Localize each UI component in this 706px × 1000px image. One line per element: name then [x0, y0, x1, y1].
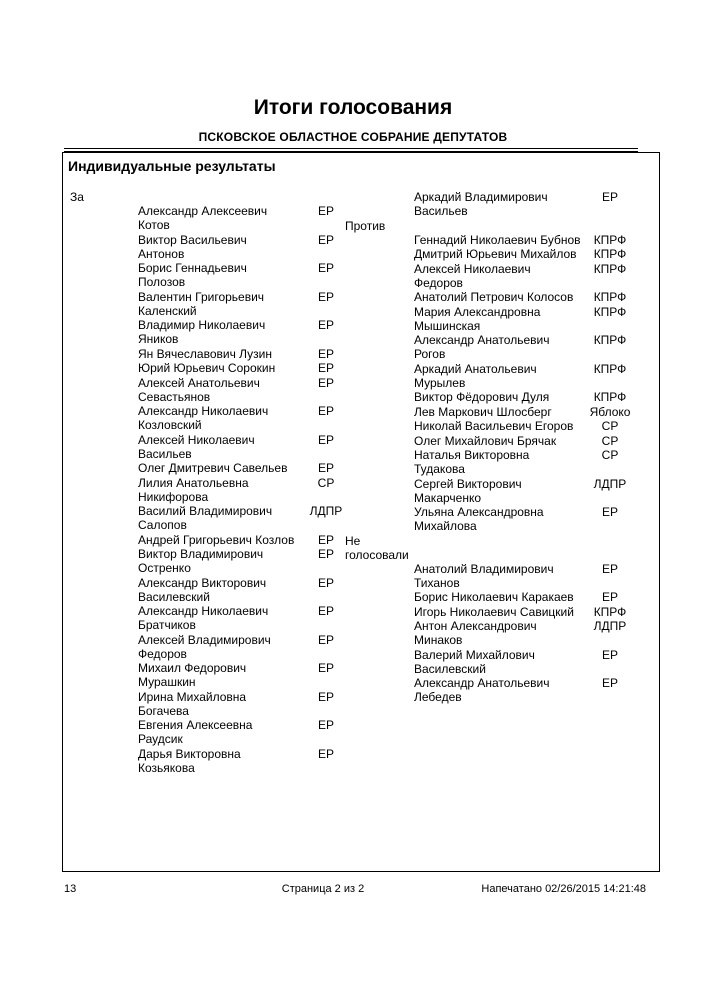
- party-label: ЕР: [317, 661, 334, 675]
- section-title: Индивидуальные результаты: [68, 158, 276, 174]
- deputy-name: Николай Васильевич Егоров: [414, 419, 574, 433]
- deputy-name: Анатолий Владимирович Тиханов: [414, 561, 554, 590]
- party-label: КПРФ: [593, 232, 627, 247]
- deputy-entry: [414, 648, 652, 676]
- deputy-name: Валерий Михайлович Василевский: [414, 647, 535, 676]
- party-label: ЕР: [601, 561, 618, 576]
- deputy-name: Василий Владимирович Салопов: [138, 504, 273, 532]
- deputy-entry: [414, 305, 652, 333]
- deputy-name: Андрей Григорьевич Козлов: [138, 532, 295, 547]
- deputy-entry: [414, 333, 652, 361]
- party-label: ЕР: [317, 689, 334, 704]
- deputy-entry: [414, 262, 652, 290]
- deputy-entry: [414, 448, 652, 476]
- left-column: [62, 190, 362, 775]
- party-label: СР: [601, 419, 619, 433]
- party-label: СР: [317, 475, 335, 490]
- deputy-entry: [138, 204, 362, 232]
- deputy-name: Сергей Викторович Макарченко: [414, 476, 522, 505]
- deputy-entry: [414, 290, 652, 304]
- party-label: ЛДПР: [309, 504, 343, 518]
- party-label: ЕР: [317, 361, 334, 375]
- deputy-entry: [414, 390, 652, 404]
- deputy-entry: [138, 433, 362, 461]
- party-label: СР: [601, 448, 619, 462]
- deputy-entry: [138, 290, 362, 318]
- party-label: ЕР: [317, 204, 334, 218]
- deputy-entry: [138, 476, 362, 504]
- party-label: ЛДПР: [593, 619, 627, 633]
- deputy-entry: [138, 261, 362, 289]
- deputy-name: Борис Геннадьевич Полозов: [138, 261, 247, 289]
- deputy-name: Юрий Юрьевич Сорокин: [138, 361, 276, 375]
- party-label: КПРФ: [593, 333, 627, 347]
- deputy-name: Виктор Владимирович Остренко: [138, 547, 264, 575]
- deputy-name: Борис Николаевич Каракаев: [414, 590, 574, 604]
- deputy-entry: [138, 747, 362, 775]
- party-label: ЕР: [317, 532, 334, 547]
- deputy-name: Аркадий Анатольевич Мурылев: [414, 361, 537, 390]
- deputy-entry: [414, 676, 652, 704]
- party-label: КПРФ: [593, 390, 627, 404]
- deputy-name: Игорь Николаевич Савицкий: [414, 604, 574, 619]
- deputy-entry: [414, 362, 652, 390]
- deputy-entry: [414, 477, 652, 505]
- party-label: ЕР: [317, 375, 334, 390]
- deputy-entry: [138, 233, 362, 261]
- deputy-entry: [414, 247, 652, 261]
- party-label: ЕР: [601, 647, 618, 662]
- right-column: [342, 190, 652, 705]
- deputy-name: Александр Николаевич Козловский: [138, 404, 269, 432]
- party-label: ЕР: [317, 632, 334, 647]
- deputy-name: Олег Михайлович Брячак: [414, 433, 557, 448]
- deputy-name: Александр Викторович Василевский: [138, 575, 267, 604]
- deputy-entry: [138, 718, 362, 746]
- deputy-name: Алексей Владимирович Федоров: [138, 632, 271, 661]
- party-label: ЕР: [317, 746, 334, 761]
- deputy-entry: [414, 562, 652, 590]
- deputy-name: Алексей Николаевич Васильев: [138, 432, 255, 461]
- party-label: ЕР: [317, 547, 334, 561]
- party-label: Яблоко: [589, 404, 631, 419]
- party-label: ЕР: [601, 590, 618, 604]
- deputy-name: Наталья Викторовна Тудакова: [414, 448, 530, 476]
- group-ne-golosovali-list: [342, 562, 652, 705]
- label-line-2: голосовали: [345, 547, 409, 562]
- deputy-name: Лилия Анатольевна Никифорова: [138, 475, 249, 504]
- group-za-continued: [342, 190, 652, 218]
- deputy-entry: [138, 576, 362, 604]
- page-counter: Страница 2 из 2: [281, 883, 365, 895]
- print-timestamp: Напечатано 02/26/2015 14:21:48: [481, 883, 646, 895]
- party-label: ЕР: [317, 318, 334, 332]
- deputy-entry: [138, 604, 362, 632]
- deputy-name: Ирина Михайловна Богачева: [138, 689, 247, 718]
- deputy-name: Дарья Викторовна Козьякова: [138, 746, 241, 775]
- party-label: ЕР: [601, 676, 618, 690]
- deputy-entry: [138, 376, 362, 404]
- deputy-entry: [138, 504, 362, 532]
- deputy-name: Валентин Григорьевич Каленский: [138, 289, 265, 318]
- deputy-name: Алексей Анатольевич Севастьянов: [138, 375, 260, 404]
- party-label: ЕР: [317, 289, 334, 304]
- deputy-name: Дмитрий Юрьевич Михайлов: [414, 247, 577, 261]
- group-label-protiv: Против: [345, 218, 386, 233]
- deputy-entry: [414, 434, 652, 448]
- deputy-name: Виктор Фёдорович Дуля: [414, 390, 550, 404]
- deputy-entry: [138, 361, 362, 375]
- deputy-entry: [414, 405, 652, 419]
- page-number: 13: [64, 883, 77, 895]
- party-label: КПРФ: [593, 304, 627, 319]
- deputy-name: Ян Вячеславович Лузин: [138, 346, 273, 361]
- party-label: ЕР: [317, 718, 334, 732]
- deputy-entry: [138, 633, 362, 661]
- party-label: КПРФ: [593, 261, 627, 276]
- deputy-name: Владимир Николаевич Яников: [138, 318, 266, 346]
- party-label: ЕР: [317, 261, 334, 275]
- divider-line: [64, 148, 638, 149]
- organization-name: ПСКОВСКОЕ ОБЛАСТНОЕ СОБРАНИЕ ДЕПУТАТОВ: [198, 130, 508, 144]
- deputy-name: Геннадий Николаевич Бубнов: [414, 232, 581, 247]
- party-label: ЕР: [317, 404, 334, 418]
- party-label: ЕР: [317, 346, 334, 361]
- deputy-entry: [414, 590, 652, 604]
- deputy-name: Ульяна Александровна Михайлова: [414, 505, 544, 533]
- group-protiv-list: [342, 233, 652, 534]
- deputy-entry: [138, 661, 362, 689]
- deputy-name: Александр Анатольевич Лебедев: [414, 676, 550, 704]
- deputy-name: Виктор Васильевич Антонов: [138, 232, 247, 261]
- deputy-entry: [414, 605, 652, 619]
- deputy-name: Аркадий Владимирович Васильев: [414, 190, 548, 218]
- group-label-ne-golosovali: [342, 534, 652, 562]
- party-label: ЕР: [317, 461, 334, 475]
- deputy-name: Лев Маркович Шлосберг: [414, 404, 552, 419]
- deputy-entry: [414, 419, 652, 433]
- deputy-entry: [138, 461, 362, 475]
- label-line-1: Не: [345, 533, 361, 548]
- deputy-entry: [138, 690, 362, 718]
- deputy-entry: [414, 505, 652, 533]
- party-label: ЕР: [317, 575, 334, 590]
- deputy-name: Евгения Алексеевна Раудсик: [138, 718, 253, 746]
- deputy-entry: [138, 547, 362, 575]
- deputy-entry: [414, 190, 652, 218]
- party-label: КПРФ: [593, 290, 627, 304]
- deputy-entry: [414, 619, 652, 647]
- party-label: СР: [601, 433, 619, 448]
- deputy-name: Алексей Николаевич Федоров: [414, 261, 531, 290]
- deputy-entry: [138, 404, 362, 432]
- party-label: ЛДПР: [593, 476, 627, 491]
- group-label-za: За: [70, 190, 84, 204]
- deputy-name: Антон Александрович Минаков: [414, 619, 537, 647]
- deputy-name: Олег Дмитревич Савельев: [138, 461, 288, 475]
- deputy-name: Александр Николаевич Братчиков: [138, 604, 269, 632]
- deputy-name: Михаил Федорович Мурашкин: [138, 661, 247, 689]
- deputy-name: Мария Александровна Мышинская: [414, 304, 541, 333]
- deputy-entry: [138, 347, 362, 361]
- deputy-entry: [414, 233, 652, 247]
- party-label: КПРФ: [593, 361, 627, 376]
- party-label: ЕР: [317, 604, 334, 618]
- deputy-name: Александр Алексеевич Котов: [138, 204, 268, 232]
- party-label: ЕР: [317, 232, 334, 247]
- deputy-name: Анатолий Петрович Колосов: [414, 290, 574, 304]
- page-title: Итоги голосования: [253, 96, 453, 119]
- party-label: ЕР: [317, 432, 334, 447]
- party-label: КПРФ: [593, 604, 627, 619]
- party-label: ЕР: [601, 505, 618, 519]
- deputy-entry: [138, 533, 362, 547]
- party-label: ЕР: [601, 190, 618, 204]
- party-label: КПРФ: [593, 247, 627, 261]
- deputy-name: Александр Анатольевич Рогов: [414, 333, 550, 361]
- deputy-entry: [138, 318, 362, 346]
